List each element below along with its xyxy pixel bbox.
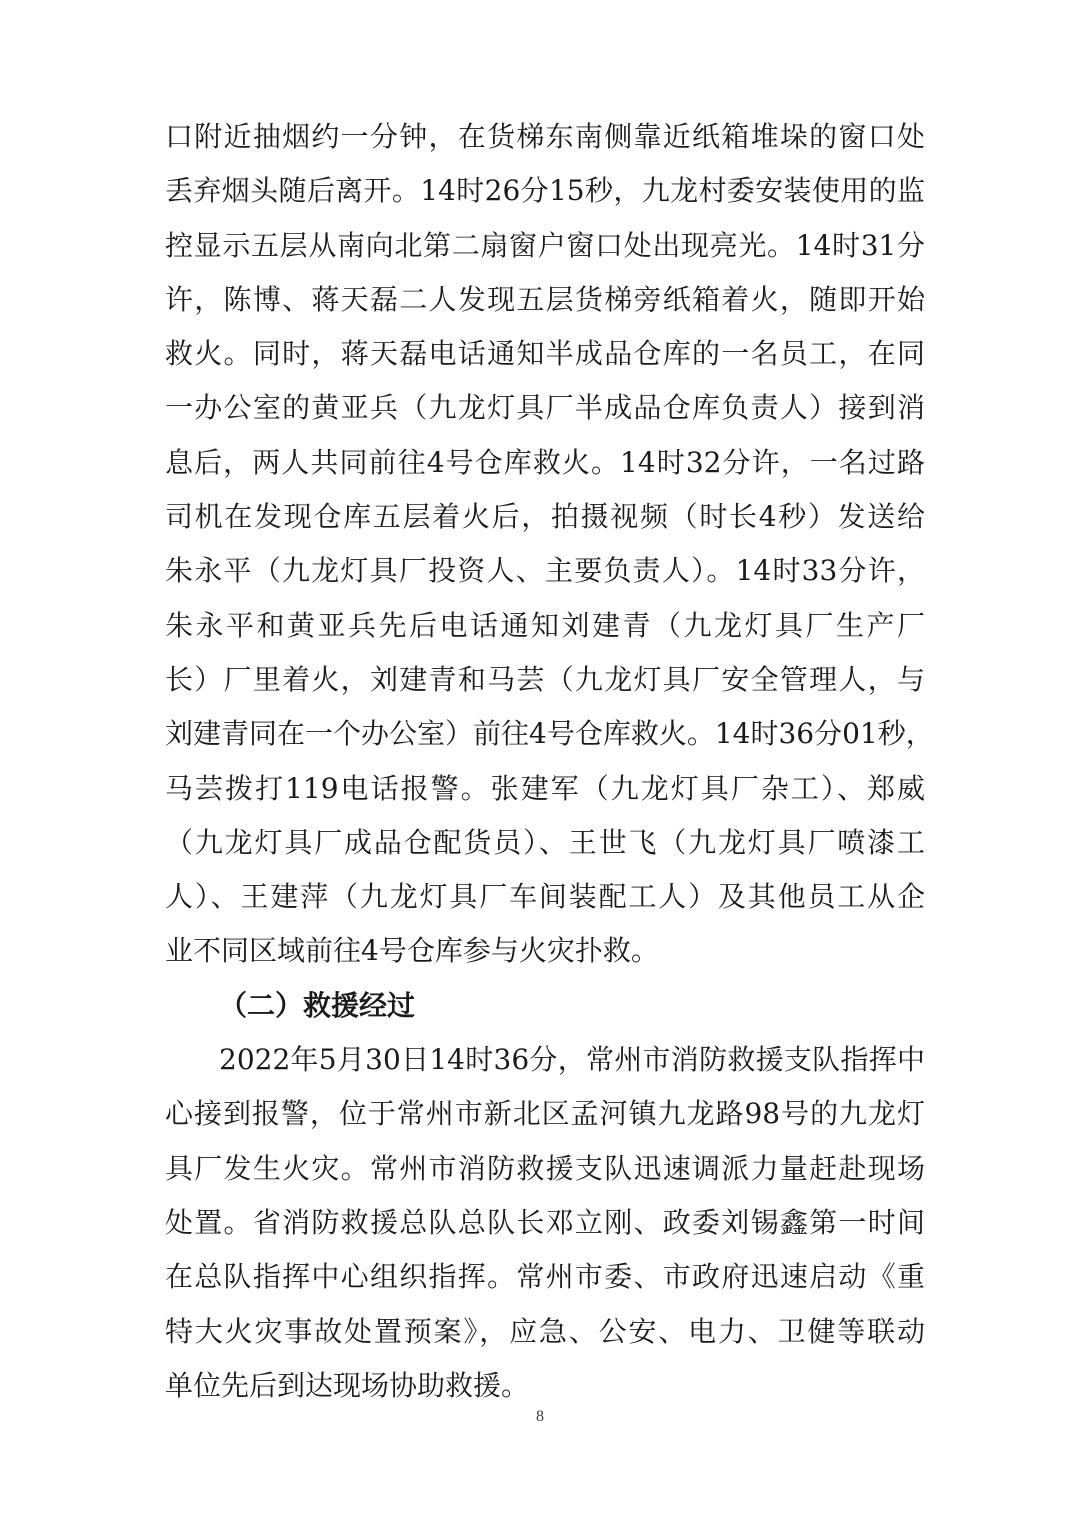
text-line: 控显示五层从南向北第二扇窗户窗口处出现亮光。14时31分 bbox=[165, 228, 925, 262]
text-line: 口附近抽烟约一分钟，在货梯东南侧靠近纸箱堆垛的窗口处 bbox=[165, 120, 925, 153]
text-line: 特大火灾事故处置预案》，应急、公安、电力、卫健等联动 bbox=[165, 1314, 925, 1348]
page-number: 8 bbox=[536, 1408, 544, 1425]
text-line: 朱永平和黄亚兵先后电话通知刘建青（九龙灯具厂生产厂 bbox=[165, 608, 925, 642]
text-line: 马芸拨打119电话报警。张建军（九龙灯具厂杂工）、郑威 bbox=[165, 771, 925, 805]
text-line: 长）厂里着火，刘建青和马芸（九龙灯具厂安全管理人，与 bbox=[165, 662, 925, 696]
text-line: 2022年5月30日14时36分，常州市消防救援支队指挥中 bbox=[219, 1043, 925, 1077]
text-line: 司机在发现仓库五层着火后，拍摄视频（时长4秒）发送给 bbox=[165, 500, 925, 534]
text-line: 单位先后到达现场协助救援。 bbox=[165, 1368, 530, 1402]
text-line: 业不同区域前往4号仓库参与火灾扑救。 bbox=[165, 934, 659, 968]
text-line: 在总队指挥中心组织指挥。常州市委、市政府迅速启动《重 bbox=[165, 1260, 925, 1294]
section-heading: （二）救援经过 bbox=[219, 988, 416, 1022]
text-line: 丢弃烟头随后离开。14时26分15秒，九龙村委安装使用的监 bbox=[165, 174, 925, 208]
text-line: 人）、王建萍（九龙灯具厂车间装配工人）及其他员工从企 bbox=[165, 880, 925, 914]
text-line: 救火。同时，蒋天磊电话通知半成品仓库的一名员工，在同 bbox=[165, 337, 925, 371]
text-line: （九龙灯具厂成品仓配货员）、王世飞（九龙灯具厂喷漆工 bbox=[165, 825, 925, 859]
text-line: 刘建青同在一个办公室）前往4号仓库救火。14时36分01秒， bbox=[165, 717, 934, 751]
text-line: 朱永平（九龙灯具厂投资人、主要负责人）。14时33分许， bbox=[165, 554, 925, 588]
body-text bbox=[165, 110, 934, 1413]
text-line: 心接到报警，位于常州市新北区孟河镇九龙路98号的九龙灯 bbox=[165, 1097, 925, 1131]
text-line: 许，陈博、蒋天磊二人发现五层货梯旁纸箱着火，随即开始 bbox=[165, 282, 925, 316]
text-line: 一办公室的黄亚兵（九龙灯具厂半成品仓库负责人）接到消 bbox=[165, 391, 925, 425]
text-line: 处置。省消防救援总队总队长邓立刚、政委刘锡鑫第一时间 bbox=[165, 1205, 925, 1239]
text-line: 息后，两人共同前往4号仓库救火。14时32分许，一名过路 bbox=[165, 445, 925, 479]
text-line: 具厂发生火灾。常州市消防救援支队迅速调派力量赶赴现场 bbox=[165, 1151, 925, 1185]
